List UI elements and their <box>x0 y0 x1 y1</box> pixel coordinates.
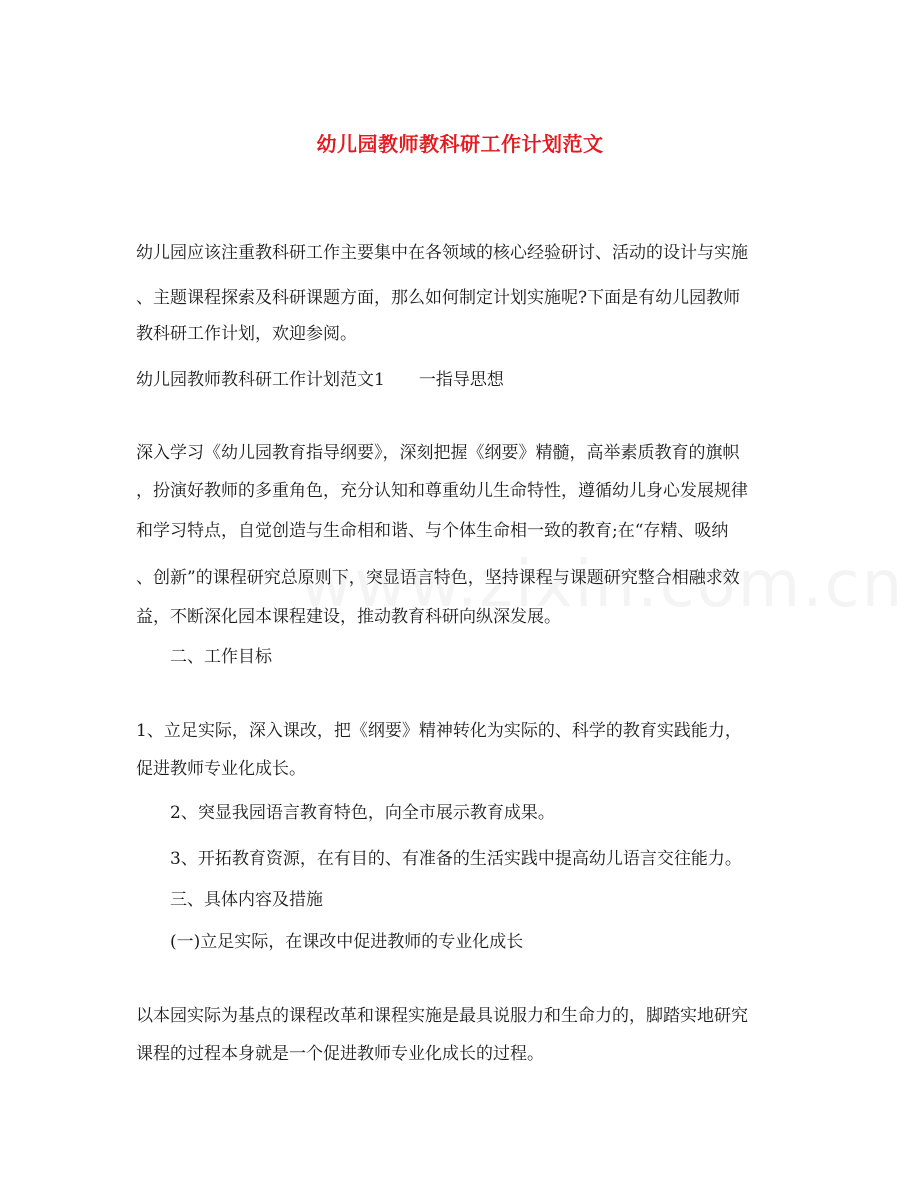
paragraph-line-4: 、创新”的课程研究总原则下，突显语言特色，坚持课程与课题研究整合相融求效 <box>136 568 740 588</box>
document-title: 幼儿园教师教科研工作计划范文 <box>316 132 604 156</box>
goal-2: 2、突显我园语言教育特色，向全市展示教育成果。 <box>170 803 555 823</box>
section-heading-2: 二、工作目标 <box>170 647 272 667</box>
intro-line-1: 幼儿园应该注重教科研工作主要集中在各领域的核心经验研讨、活动的设计与实施 <box>136 243 748 263</box>
paragraph-line-1: 深入学习《幼儿园教育指导纲要》，深刻把握《纲要》精髓，高举素质教育的旗帜 <box>136 443 740 463</box>
paragraph-line-2: ，扮演好教师的多重角色，充分认知和尊重幼儿生命特性，遵循幼儿身心发展规律 <box>136 481 748 501</box>
paragraph-line-5: 益，不断深化园本课程建设，推动教育科研向纵深发展。 <box>136 607 561 627</box>
goal-3: 3、开拓教育资源，在有目的、有准备的生活实践中提高幼儿语言交往能力。 <box>170 849 742 869</box>
goal-1-line-1: 1、立足实际，深入课改，把《纲要》精神转化为实际的、科学的教育实践能力， <box>136 721 742 741</box>
section-heading-3: 三、具体内容及措施 <box>170 890 323 910</box>
closing-line-2: 课程的过程本身就是一个促进教师专业化成长的过程。 <box>136 1044 544 1064</box>
subsection-heading-1: (一)立足实际，在课改中促进教师的专业化成长 <box>170 932 524 952</box>
section-heading-1: 幼儿园教师教科研工作计划范文1 一指导思想 <box>136 370 504 390</box>
intro-line-3: 教科研工作计划，欢迎参阅。 <box>136 324 357 344</box>
closing-line-1: 以本园实际为基点的课程改革和课程实施是最具说服力和生命力的，脚踏实地研究 <box>136 1006 748 1026</box>
paragraph-line-3: 和学习特点，自觉创造与生命相和谐、与个体生命相一致的教育;在“存精、吸纳 <box>136 521 729 541</box>
goal-1-line-2: 促进教师专业化成长。 <box>136 759 306 779</box>
intro-line-2: 、主题课程探索及科研课题方面，那么如何制定计划实施呢?下面是有幼儿园教师 <box>136 288 741 308</box>
